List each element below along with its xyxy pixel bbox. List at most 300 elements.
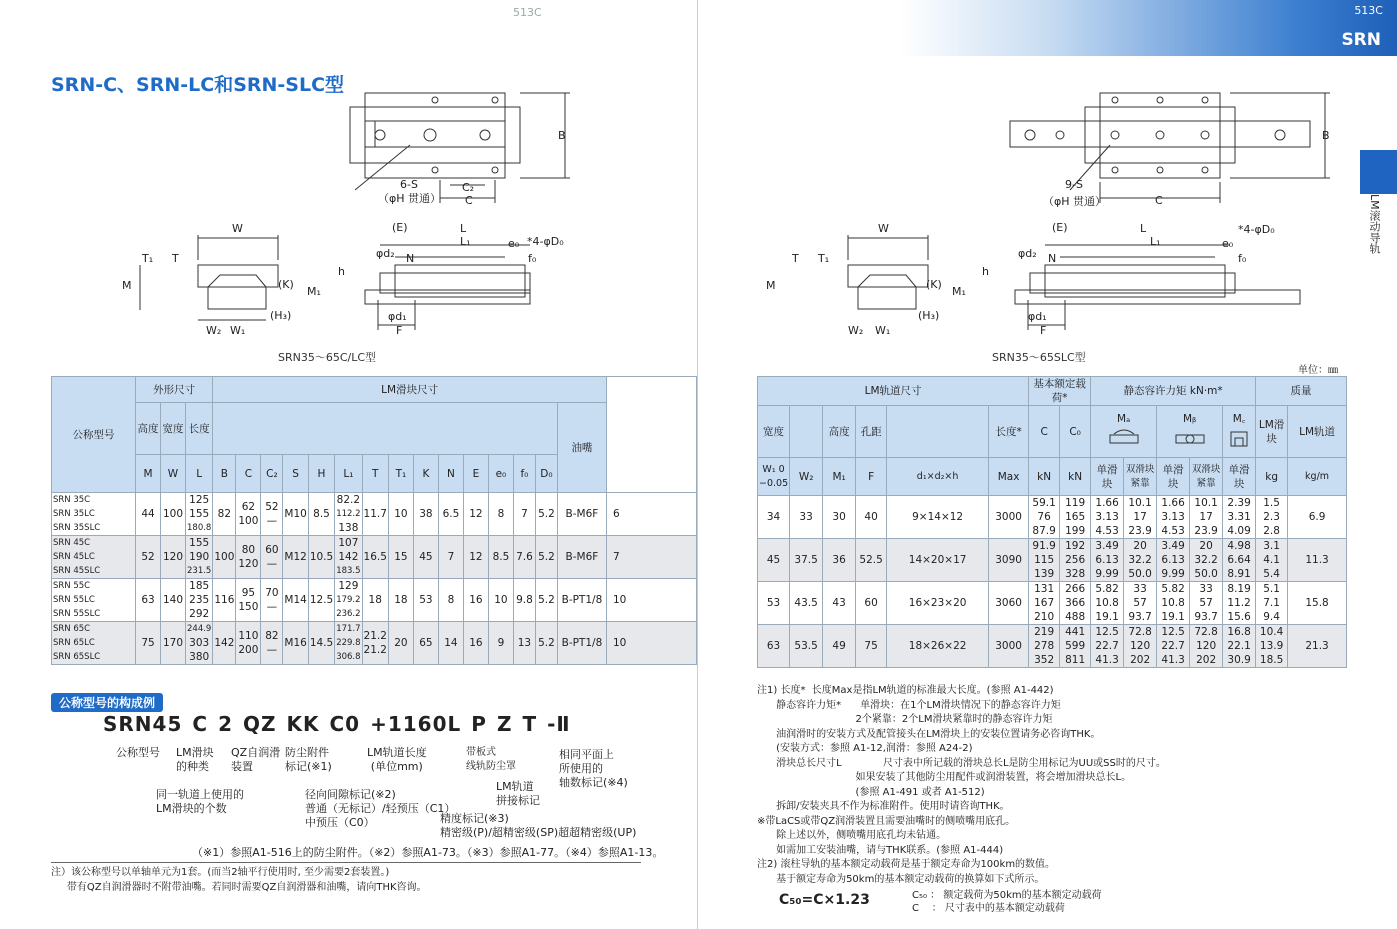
table-cell: 75 — [136, 622, 161, 665]
table-cell: 3000 — [989, 496, 1029, 539]
label-d0: *4-φD₀ — [527, 235, 564, 248]
table-cell: 10.1 17 23.9 — [1124, 496, 1157, 539]
label-n: N — [406, 252, 415, 265]
moment-b-icon — [1170, 426, 1210, 448]
label-h: h — [982, 265, 989, 278]
label-h: h — [338, 265, 345, 278]
table-cell: 37.5 — [790, 539, 823, 582]
table-cell: 33 57 93.7 — [1190, 582, 1223, 625]
label-b: B — [558, 129, 566, 142]
th-mc: M꜀ — [1232, 412, 1246, 425]
label-clearance: 径向间隙标记(※2) 普通（无标记）/轻预压（C1） 中预压（C0） — [305, 788, 456, 829]
code-part: -Ⅱ — [547, 712, 571, 736]
table-cell: B-PT1/8 — [557, 579, 606, 622]
page-title: SRN-C、SRN-LC和SRN-SLC型 — [51, 74, 345, 96]
table-cell: 20 32.2 50.0 — [1124, 539, 1157, 582]
th-sym: S — [283, 455, 308, 493]
label-w2: W₂ — [206, 324, 222, 337]
table-row — [52, 536, 697, 579]
th-sym: E — [463, 455, 488, 493]
code-part: KK — [286, 712, 320, 736]
label-w2: W₂ — [848, 324, 864, 337]
code-part: QZ — [242, 712, 277, 736]
table-cell: 16.8 22.1 30.9 — [1223, 625, 1256, 668]
th-rheight: 高度 — [823, 406, 856, 458]
th-height: 高度 — [136, 403, 161, 455]
table-cell: 4.98 6.64 8.91 — [1223, 539, 1256, 582]
table-cell: 60 — — [261, 536, 283, 579]
table-cell: 7 — [438, 536, 463, 579]
label-c: C — [1155, 194, 1163, 207]
label-m: M — [766, 279, 776, 292]
table-cell: 5.2 — [535, 536, 557, 579]
th-sym: C — [236, 455, 261, 493]
table-cell: 8.5 — [488, 536, 513, 579]
table-cell: 192 256 328 — [1060, 539, 1091, 582]
table-cell: 142 — [213, 622, 236, 665]
label-qz: QZ自润滑 装置 — [231, 746, 281, 773]
table-cell: 52 — — [261, 493, 283, 536]
table-cell: 43.5 — [790, 582, 823, 625]
th-outer: 外形尺寸 — [136, 377, 213, 403]
code-part: SRN45 — [103, 712, 183, 736]
code-part: +1160L — [370, 712, 462, 736]
label-m1: M₁ — [952, 285, 966, 298]
code-part: C0 — [329, 712, 361, 736]
table-cell: 16×23×20 — [887, 582, 989, 625]
label-w1: W₁ — [875, 324, 891, 337]
label-block-type: LM滑块 的种类 — [176, 746, 214, 773]
th-sym: F — [856, 458, 887, 496]
label-c2: C₂ — [462, 181, 475, 194]
label-l1: L₁ — [1150, 235, 1161, 248]
label-t: T — [792, 252, 799, 265]
label-f0: f₀ — [528, 252, 537, 265]
table-cell: 16 — [463, 579, 488, 622]
table-cell: 171.7 229.8 306.8 — [335, 622, 362, 665]
model-code — [103, 712, 581, 736]
table-cell: 30 — [823, 496, 856, 539]
th-sym: 单滑块 — [1223, 458, 1256, 496]
table-cell: B-M6F — [557, 493, 606, 536]
label-d2: φd₂ — [376, 247, 395, 260]
table-cell: 9.8 — [513, 579, 535, 622]
label-m1: M₁ — [307, 285, 321, 298]
th-pitch: 孔距 — [856, 406, 887, 458]
moment-a-icon — [1104, 426, 1144, 448]
table-cell: 45 — [413, 536, 438, 579]
code-part: Z — [496, 712, 513, 736]
label-f: F — [1040, 324, 1047, 337]
table-row — [758, 625, 1347, 668]
table-cell: 21.2 21.2 — [362, 622, 388, 665]
table-cell: 63 — [758, 625, 790, 668]
divider — [51, 862, 641, 863]
table-cell: 11.3 — [1288, 539, 1347, 582]
label-t: T — [172, 252, 179, 265]
table-cell: 110 200 — [236, 622, 261, 665]
table-cell: 2.39 3.31 4.09 — [1223, 496, 1256, 539]
table-cell: 10 — [388, 493, 413, 536]
table-cell: 10.1 17 23.9 — [1190, 496, 1223, 539]
th-sym: 单滑块 — [1157, 458, 1190, 496]
label-k: (K) — [926, 278, 942, 291]
table-cell: 20 — [388, 622, 413, 665]
table-cell: 82.2 112.2 138 — [336, 494, 361, 534]
code-part: C — [192, 712, 209, 736]
table-cell: 33 — [790, 496, 823, 539]
table-cell: 10.4 13.9 18.5 — [1256, 625, 1288, 668]
table-cell: 14×20×17 — [887, 539, 989, 582]
label-w1: W₁ — [230, 324, 246, 337]
label-joint: LM轨道 拼接标记 — [496, 780, 540, 807]
right-caption: SRN35～65SLC型 — [992, 351, 1086, 364]
th-sym: 单滑块 — [1091, 458, 1124, 496]
table-cell: 1.5 2.3 2.8 — [1256, 496, 1288, 539]
th-grease: 油嘴 — [557, 403, 606, 493]
table-cell: 9×14×12 — [887, 496, 989, 539]
th-sym: kg/m — [1288, 458, 1347, 496]
model-code-refs: （※1）参照A1-516上的防尘附件。（※2）参照A1-73。（※3）参照A1-77。（※4）参照A1-13。 — [192, 846, 664, 859]
table-cell: 170 — [161, 622, 186, 665]
table-cell: 100 — [213, 536, 236, 579]
spec-table-left — [51, 376, 697, 665]
label-k: (K) — [278, 278, 294, 291]
code-part: T — [522, 712, 538, 736]
table-cell: 45 — [758, 539, 790, 582]
side-tab — [1360, 150, 1397, 194]
table-cell: 44 — [136, 493, 161, 536]
table-cell: 60 — [856, 582, 887, 625]
label-l: L — [460, 222, 467, 235]
th-sym: B — [213, 455, 236, 493]
table-cell: 11.7 — [362, 493, 388, 536]
th-load: 基本额定载荷* — [1029, 377, 1091, 406]
label-t1: T₁ — [818, 252, 830, 265]
th-c: C — [1029, 406, 1060, 458]
table-cell: 16.5 — [362, 536, 388, 579]
th-rail: LM轨道尺寸 — [758, 377, 1029, 406]
table-cell: 1.66 3.13 4.53 — [1157, 496, 1190, 539]
th-sym: 双滑块紧靠 — [1124, 458, 1157, 496]
label-d0: *4-φD₀ — [1238, 223, 1275, 236]
left-notes: 注）该公称型号以单轴单元为1套。(而当2轴平行使用时, 至少需要2套装置。) 带有QZ自润滑器时不附带油嘴。若同时需要QZ自润滑器和油嘴，请向THK咨询。 — [51, 867, 427, 893]
model-cell: SRN 35C SRN 35LC SRN 35SLC — [52, 493, 136, 536]
table-cell: 6.9 — [1288, 496, 1347, 539]
label-hole: 6-S — [400, 178, 418, 191]
label-h3: (H₃) — [270, 309, 292, 322]
th-c0: C₀ — [1060, 406, 1091, 458]
model-code-label: 公称型号的构成例 — [51, 693, 163, 712]
table-cell: 7 — [513, 493, 535, 536]
th-mass-block: LM滑块 — [1256, 406, 1288, 458]
table-cell: 14 — [438, 622, 463, 665]
th-mass: 质量 — [1256, 377, 1347, 406]
table-cell: 185 235 292 — [186, 579, 213, 622]
label-t1: T₁ — [142, 252, 154, 265]
table-cell: 52.5 — [856, 539, 887, 582]
label-b: B — [1322, 129, 1330, 142]
header-band — [900, 0, 1397, 56]
table-cell: 53 — [758, 582, 790, 625]
table-cell: 8.5 — [308, 493, 334, 536]
table-cell: 65 — [413, 622, 438, 665]
table-cell: 63 — [136, 579, 161, 622]
table-cell: M14 — [283, 579, 308, 622]
th-rwidth: 宽度 — [758, 406, 790, 458]
label-hole: 9-S — [1065, 178, 1083, 191]
table-cell: 12.5 22.7 41.3 — [1091, 625, 1124, 668]
table-cell: 52 — [136, 536, 161, 579]
th-sym: Max — [989, 458, 1029, 496]
table-cell: 14.5 — [308, 622, 334, 665]
left-drawing — [110, 85, 590, 355]
label-dust: 防尘附件 标记(※1) — [285, 746, 332, 773]
table-cell: 33 57 93.7 — [1124, 582, 1157, 625]
table-cell: 95 150 — [236, 579, 261, 622]
label-n: N — [1048, 252, 1057, 265]
table-cell: 6 — [606, 493, 696, 536]
table-cell: M10 — [283, 493, 308, 536]
table-row — [52, 493, 697, 536]
table-cell: 82 — [213, 493, 236, 536]
table-cell: 8 — [438, 579, 463, 622]
label-e: (E) — [392, 221, 408, 234]
table-cell: 82 — — [261, 622, 283, 665]
table-cell: 10.5 — [308, 536, 334, 579]
table-cell: 34 — [758, 496, 790, 539]
label-d1: φd₁ — [1028, 310, 1047, 323]
label-d2: φd₂ — [1018, 247, 1037, 260]
table-cell: 7.6 — [513, 536, 535, 579]
table-cell: 72.8 120 202 — [1190, 625, 1223, 668]
label-e0: e₀ — [508, 237, 520, 250]
th-block: LM滑块尺寸 — [213, 377, 607, 403]
label-l1: L₁ — [460, 235, 471, 248]
table-cell: 100 — [161, 493, 186, 536]
th-sym: e₀ — [488, 455, 513, 493]
th-sym: M — [136, 455, 161, 493]
code-part: 2 — [218, 712, 233, 736]
right-notes: 注1) 长度* 长度Max是指LM轨道的标准最大长度。(参照 A1-442) 静态容许力矩* 单滑块：在1个LM滑块情况下的静态容许力矩 2个紧靠：2个LM滑块紧靠时的静态容许力矩 油润滑时的安装方式及配管接头在LM滑块上的安装位置请务必咨询THK。 (安装方式：参照 A1-12,润滑：参照 A24-2) 滑块总长尺寸L 尺寸表中所记载的滑块总长L是防尘用标记为UU或SS时的尺寸。 如果安装了其他防尘用配件或润滑装置，将会增加滑块总长L。 (参照 A1-491 或者 A1-512) 拆卸/安装夹具不作为标准附件。使用时请咨询THK。 ※带LaCS或带QZ润滑装置且需要油嘴时的侧喷嘴用底孔。 除上述以外，侧喷嘴用底孔均未钻通。 如需加工安装油嘴，请与THK联系。(参照 A1-444) 注2) 滚柱导轨的基本额定动载荷是基于额定寿命为100km的数值。 基于额定寿命为50km的基本额定动载荷的换算如下式所示。 — [757, 685, 1166, 885]
th-sym: kg — [1256, 458, 1288, 496]
table-cell: 5.82 10.8 19.1 — [1091, 582, 1124, 625]
table-cell: 75 — [856, 625, 887, 668]
label-accuracy: 精度标记(※3) 精密级(P)/超精密级(SP)超超精密级(UP) — [440, 812, 637, 839]
model-cell: SRN 45C SRN 45LC SRN 45SLC — [52, 536, 136, 579]
label-rail-length: LM轨道长度 (单位mm) — [367, 746, 427, 773]
th-ma: Mₐ — [1117, 412, 1131, 425]
table-cell: 16 — [463, 622, 488, 665]
th-sym: N — [438, 455, 463, 493]
table-cell: 18×26×22 — [887, 625, 989, 668]
table-row — [758, 496, 1347, 539]
table-cell: B-PT1/8 — [557, 622, 606, 665]
right-page-number: 513C — [1354, 4, 1383, 17]
moment-c-icon — [1227, 426, 1251, 448]
table-cell: 62 100 — [236, 493, 261, 536]
th-moment: 静态容许力矩 kN·m* — [1091, 377, 1256, 406]
th-sym: D₀ — [535, 455, 557, 493]
table-cell: 59.1 76 87.9 — [1029, 496, 1060, 539]
table-cell: 3090 — [989, 539, 1029, 582]
th-sym: M₁ — [823, 458, 856, 496]
table-cell: 120 — [161, 536, 186, 579]
label-through: （φH 贯通） — [378, 192, 442, 205]
table-cell: 441 599 811 — [1060, 625, 1091, 668]
unit-label: 单位：㎜ — [1298, 365, 1338, 376]
table-cell: 10 — [606, 579, 696, 622]
th-sym: kN — [1029, 458, 1060, 496]
label-w: W — [232, 222, 243, 235]
left-caption: SRN35～65C/LC型 — [278, 351, 377, 364]
th-model: 公称型号 — [52, 377, 136, 493]
label-m: M — [122, 279, 132, 292]
th-sym: L — [186, 455, 213, 493]
table-cell: M12 — [283, 536, 308, 579]
table-cell: 9 — [488, 622, 513, 665]
table-cell: 13 — [513, 622, 535, 665]
formula-c50: C₅₀ ： 额定载荷为50km的基本额定动载荷 — [912, 890, 1102, 901]
th-sym: T — [362, 455, 388, 493]
th-width: 宽度 — [161, 403, 186, 455]
table-cell: 49 — [823, 625, 856, 668]
label-plate-cover: 带板式 线轨防尘罩 — [466, 747, 516, 772]
table-cell: 107 142 183.5 — [335, 536, 362, 579]
label-d1: φd₁ — [388, 310, 407, 323]
th-sym: T₁ — [388, 455, 413, 493]
table-cell: 70 — — [261, 579, 283, 622]
table-cell: 1.66 3.13 4.53 — [1091, 496, 1124, 539]
code-part: P — [471, 712, 487, 736]
label-l: L — [1140, 222, 1147, 235]
th-rlength: 长度* — [989, 406, 1029, 458]
th-sym: K — [413, 455, 438, 493]
table-cell: 244.9 303 380 — [186, 622, 213, 665]
table-cell: 80 120 — [236, 536, 261, 579]
table-row — [52, 622, 697, 665]
formula: C₅₀=C×1.23 — [779, 892, 870, 908]
table-cell: 5.1 7.1 9.4 — [1256, 582, 1288, 625]
table-cell: 3.1 4.1 5.4 — [1256, 539, 1288, 582]
table-cell: 20 32.2 50.0 — [1190, 539, 1223, 582]
label-f0: f₀ — [1238, 252, 1247, 265]
table-cell: 5.82 10.8 19.1 — [1157, 582, 1190, 625]
table-cell: 6.5 — [438, 493, 463, 536]
label-through: （φH 贯通） — [1043, 195, 1107, 208]
table-cell: 5.2 — [535, 579, 557, 622]
table-cell: 53.5 — [790, 625, 823, 668]
model-cell: SRN 65C SRN 65LC SRN 65SLC — [52, 622, 136, 665]
table-cell: 43 — [823, 582, 856, 625]
table-cell: 12 — [463, 536, 488, 579]
table-cell: 3.49 6.13 9.99 — [1091, 539, 1124, 582]
table-cell: 140 — [161, 579, 186, 622]
table-cell: 21.3 — [1288, 625, 1347, 668]
table-cell: 91.9 115 139 — [1029, 539, 1060, 582]
table-cell: 53 — [413, 579, 438, 622]
table-cell: 5.2 — [535, 493, 557, 536]
formula-c: C ： 尺寸表中的基本额定动载荷 — [912, 903, 1065, 914]
table-row — [758, 539, 1347, 582]
table-cell: 5.2 — [535, 622, 557, 665]
label-w: W — [878, 222, 889, 235]
spec-table-right — [757, 376, 1347, 668]
label-c: C — [465, 194, 473, 207]
th-length: 长度 — [186, 403, 213, 455]
th-sym: 双滑块紧靠 — [1190, 458, 1223, 496]
table-cell: 18 — [388, 579, 413, 622]
table-cell: 72.8 120 202 — [1124, 625, 1157, 668]
label-e0: e₀ — [1222, 237, 1234, 250]
th-sym: kN — [1060, 458, 1091, 496]
label-model-name: 公称型号 — [116, 746, 160, 759]
model-cell: SRN 55C SRN 55LC SRN 55SLC — [52, 579, 136, 622]
table-cell: 38 — [413, 493, 438, 536]
table-cell: B-M6F — [557, 536, 606, 579]
table-cell: 40 — [856, 496, 887, 539]
th-sym: f₀ — [513, 455, 535, 493]
table-cell: 10 — [488, 579, 513, 622]
th-sym: C₂ — [261, 455, 283, 493]
table-cell: 8 — [488, 493, 513, 536]
table-cell: 266 366 488 — [1060, 582, 1091, 625]
table-cell: 129 179.2 236.2 — [335, 579, 362, 622]
th-sym: W₂ — [790, 458, 823, 496]
table-cell: 219 278 352 — [1029, 625, 1060, 668]
th-sym: W — [161, 455, 186, 493]
table-row — [758, 582, 1347, 625]
label-h3: (H₃) — [918, 309, 940, 322]
table-cell: 12 — [463, 493, 488, 536]
table-cell: 3.49 6.13 9.99 — [1157, 539, 1190, 582]
side-label: LM滚动导轨 — [1368, 194, 1381, 254]
label-axes: 相同平面上 所使用的 轴数标记(※4) — [559, 748, 628, 789]
th-sym: d₁×d₂×h — [887, 458, 989, 496]
table-cell: 155 190 231.5 — [186, 536, 213, 579]
table-cell: 131 167 210 — [1029, 582, 1060, 625]
table-cell: 116 — [213, 579, 236, 622]
table-cell: 12.5 — [308, 579, 334, 622]
table-cell: 36 — [823, 539, 856, 582]
table-cell: 7 — [606, 536, 696, 579]
table-cell: 119 165 199 — [1060, 496, 1091, 539]
th-mass-rail: LM轨道 — [1288, 406, 1347, 458]
table-cell: 18 — [362, 579, 388, 622]
left-page-number: 513C — [513, 6, 542, 19]
table-cell: 3060 — [989, 582, 1029, 625]
label-e: (E) — [1052, 221, 1068, 234]
table-cell: 8.19 11.2 15.6 — [1223, 582, 1256, 625]
table-cell: 10 — [606, 622, 696, 665]
th-sym: H — [308, 455, 334, 493]
table-cell: 15.8 — [1288, 582, 1347, 625]
table-cell: 125 155 180.8 — [186, 493, 213, 536]
label-f: F — [396, 324, 403, 337]
th-sym: L₁ — [335, 455, 362, 493]
table-cell: M16 — [283, 622, 308, 665]
table-cell: 12.5 22.7 41.3 — [1157, 625, 1190, 668]
th-mb: Mᵦ — [1182, 412, 1197, 425]
table-cell: 3000 — [989, 625, 1029, 668]
page-spine — [697, 0, 698, 929]
th-sym: W₁ 0 −0.05 — [758, 458, 790, 496]
table-cell: 15 — [388, 536, 413, 579]
header-title: SRN — [1341, 30, 1381, 50]
table-row — [52, 579, 697, 622]
right-drawing — [760, 85, 1350, 355]
label-block-count: 同一轨道上使用的 LM滑块的个数 — [156, 788, 244, 815]
